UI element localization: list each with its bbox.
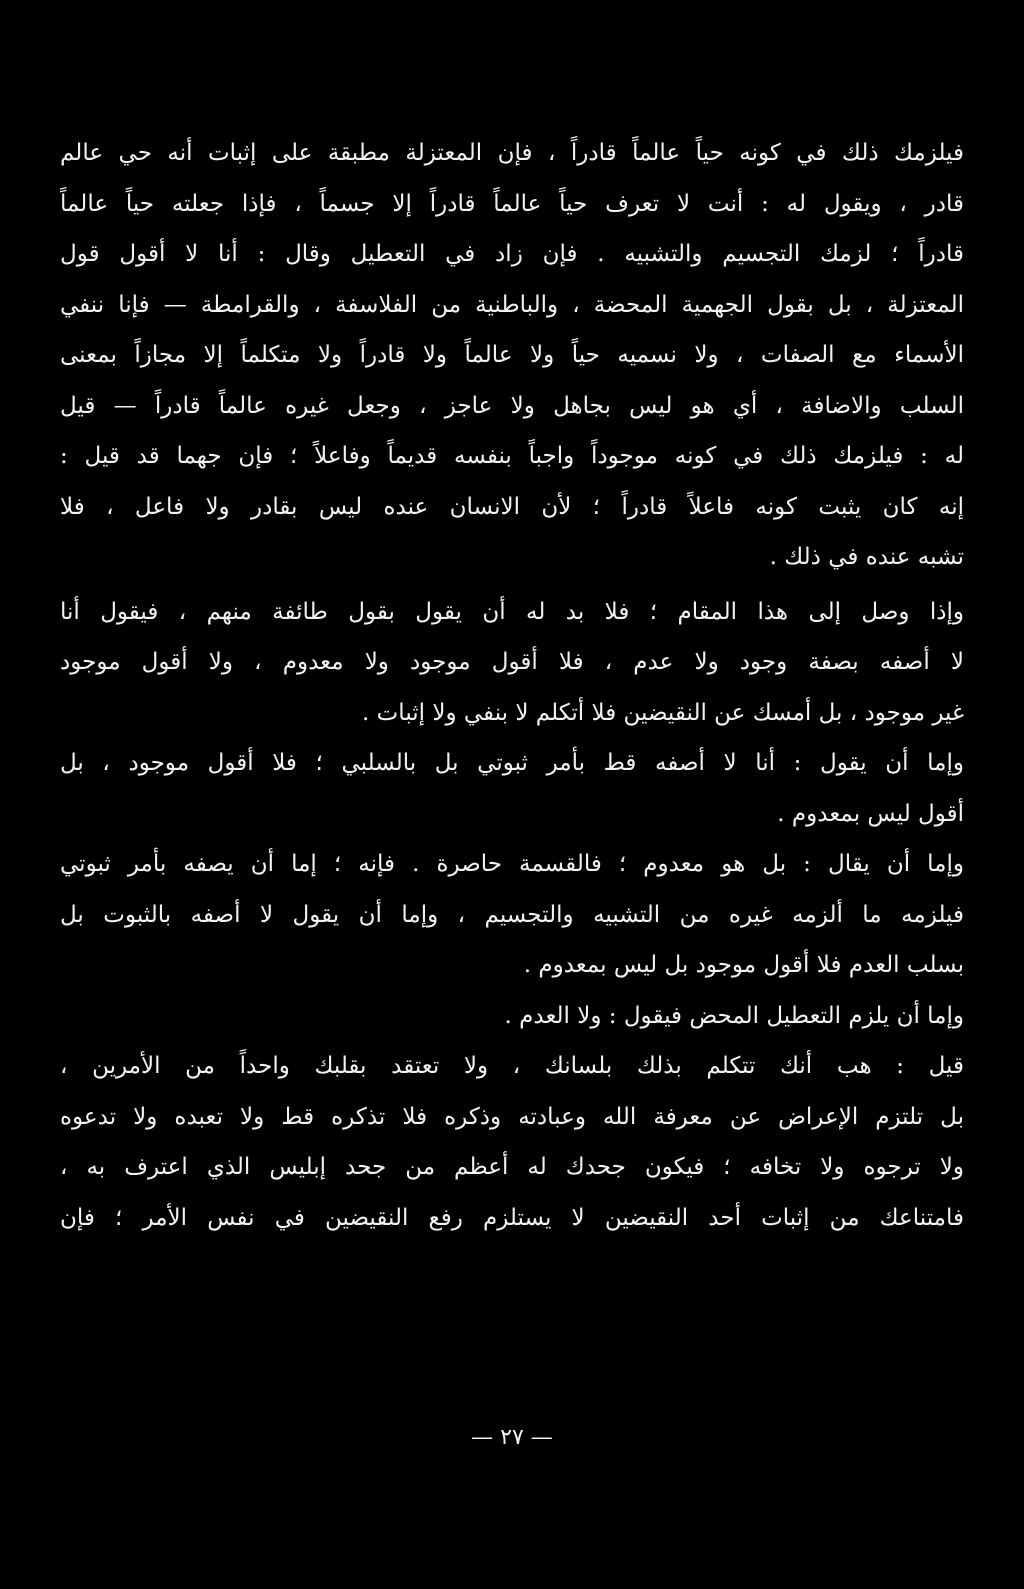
- paragraph-first-line: وإما أن يقال : بل هو معدوم ؛ فالقسمة حاصرة . فإنه ؛ إما أن يصفه بأمر ثبوتي: [60, 851, 964, 877]
- paragraph-first-line: وإما أن يلزم التعطيل المحض فيقول : ولا العدم .: [504, 1002, 964, 1029]
- text-line: تشبه عنده في ذلك .: [769, 544, 964, 570]
- page-number: — ٢٧ —: [471, 1425, 553, 1450]
- paragraph-first-line: وإذا وصل إلى هذا المقام ؛ فلا بد له أن يقول بقول طائفة منهم ، فيقول أنا: [60, 598, 964, 625]
- body-text: [60, 128, 964, 1243]
- text-line: إنه كان يثبت كونه فاعلاً قادراً ؛ لأن الانسان عنده ليس بقادر ولا فاعل ، فلا: [60, 493, 964, 520]
- text-line: السلب والاضافة ، أي هو ليس بجاهل ولا عاجز ، وجعل غيره عالماً قادراً — قيل: [60, 392, 964, 419]
- text-line: بسلب العدم فلا أقول موجود بل ليس بمعدوم .: [523, 952, 964, 978]
- text-line: قادر ، ويقول له : أنت لا تعرف حياً عالماً قادراً إلا جسماً ، فإذا جعلته حياً عالماً: [60, 190, 964, 217]
- text-line: فيلزمه ما ألزمه غيره من التشبيه والتجسيم ، وإما أن يقول لا أصفه بالثبوت بل: [60, 901, 964, 928]
- paragraph-first-line: قيل : هب أنك تتكلم بذلك بلسانك ، ولا تعتقد بقلبك واحداً من الأمرين ،: [60, 1053, 964, 1079]
- text-line: غير موجود ، بل أمسك عن النقيضين فلا أتكلم لا بنفي ولا إثبات .: [362, 699, 964, 726]
- text-line: فيلزمك ذلك في كونه حياً عالماً قادراً ، فإن المعتزلة مطبقة على إثبات أنه حي عالم: [60, 140, 964, 166]
- text-line: ولا ترجوه ولا تخافه ؛ فيكون جحدك له أعظم من جحد إبليس الذي اعترف به ،: [60, 1154, 964, 1180]
- paragraph-first-line: وإما أن يقول : أنا لا أصفه قط بأمر ثبوتي بل بالسلبي ؛ فلا أقول موجود ، بل: [60, 750, 964, 776]
- text-line: بل تلتزم الإعراض عن معرفة الله وعبادته وذكره فلا تذكره قط ولا تعبده ولا تدعوه: [60, 1103, 964, 1130]
- text-line: فامتناعك من إثبات أحد النقيضين لا يستلزم رفع النقيضين في نفس الأمر ؛ فإن: [60, 1204, 964, 1231]
- text-line: قادراً ؛ لزمك التجسيم والتشبيه . فإن زاد في التعطيل وقال : أنا لا أقول قول: [60, 241, 964, 267]
- text-line: أقول ليس بمعدوم .: [777, 800, 964, 827]
- text-line: المعتزلة ، بل بقول الجهمية المحضة ، والباطنية من الفلاسفة ، والقرامطة — فإنا ننفي: [60, 291, 964, 318]
- text-line: الأسماء مع الصفات ، ولا نسميه حياً ولا عالماً ولا قادراً ولا متكلماً إلا مجازاً بمعنى: [60, 342, 964, 368]
- text-line: له : فيلزمك ذلك في كونه موجوداً واجباً بنفسه قديماً وفاعلاً ؛ فإن جهما قد قيل :: [60, 443, 964, 469]
- text-line: لا أصفه بصفة وجود ولا عدم ، فلا أقول موجود ولا معدوم ، ولا أقول موجود: [60, 649, 964, 675]
